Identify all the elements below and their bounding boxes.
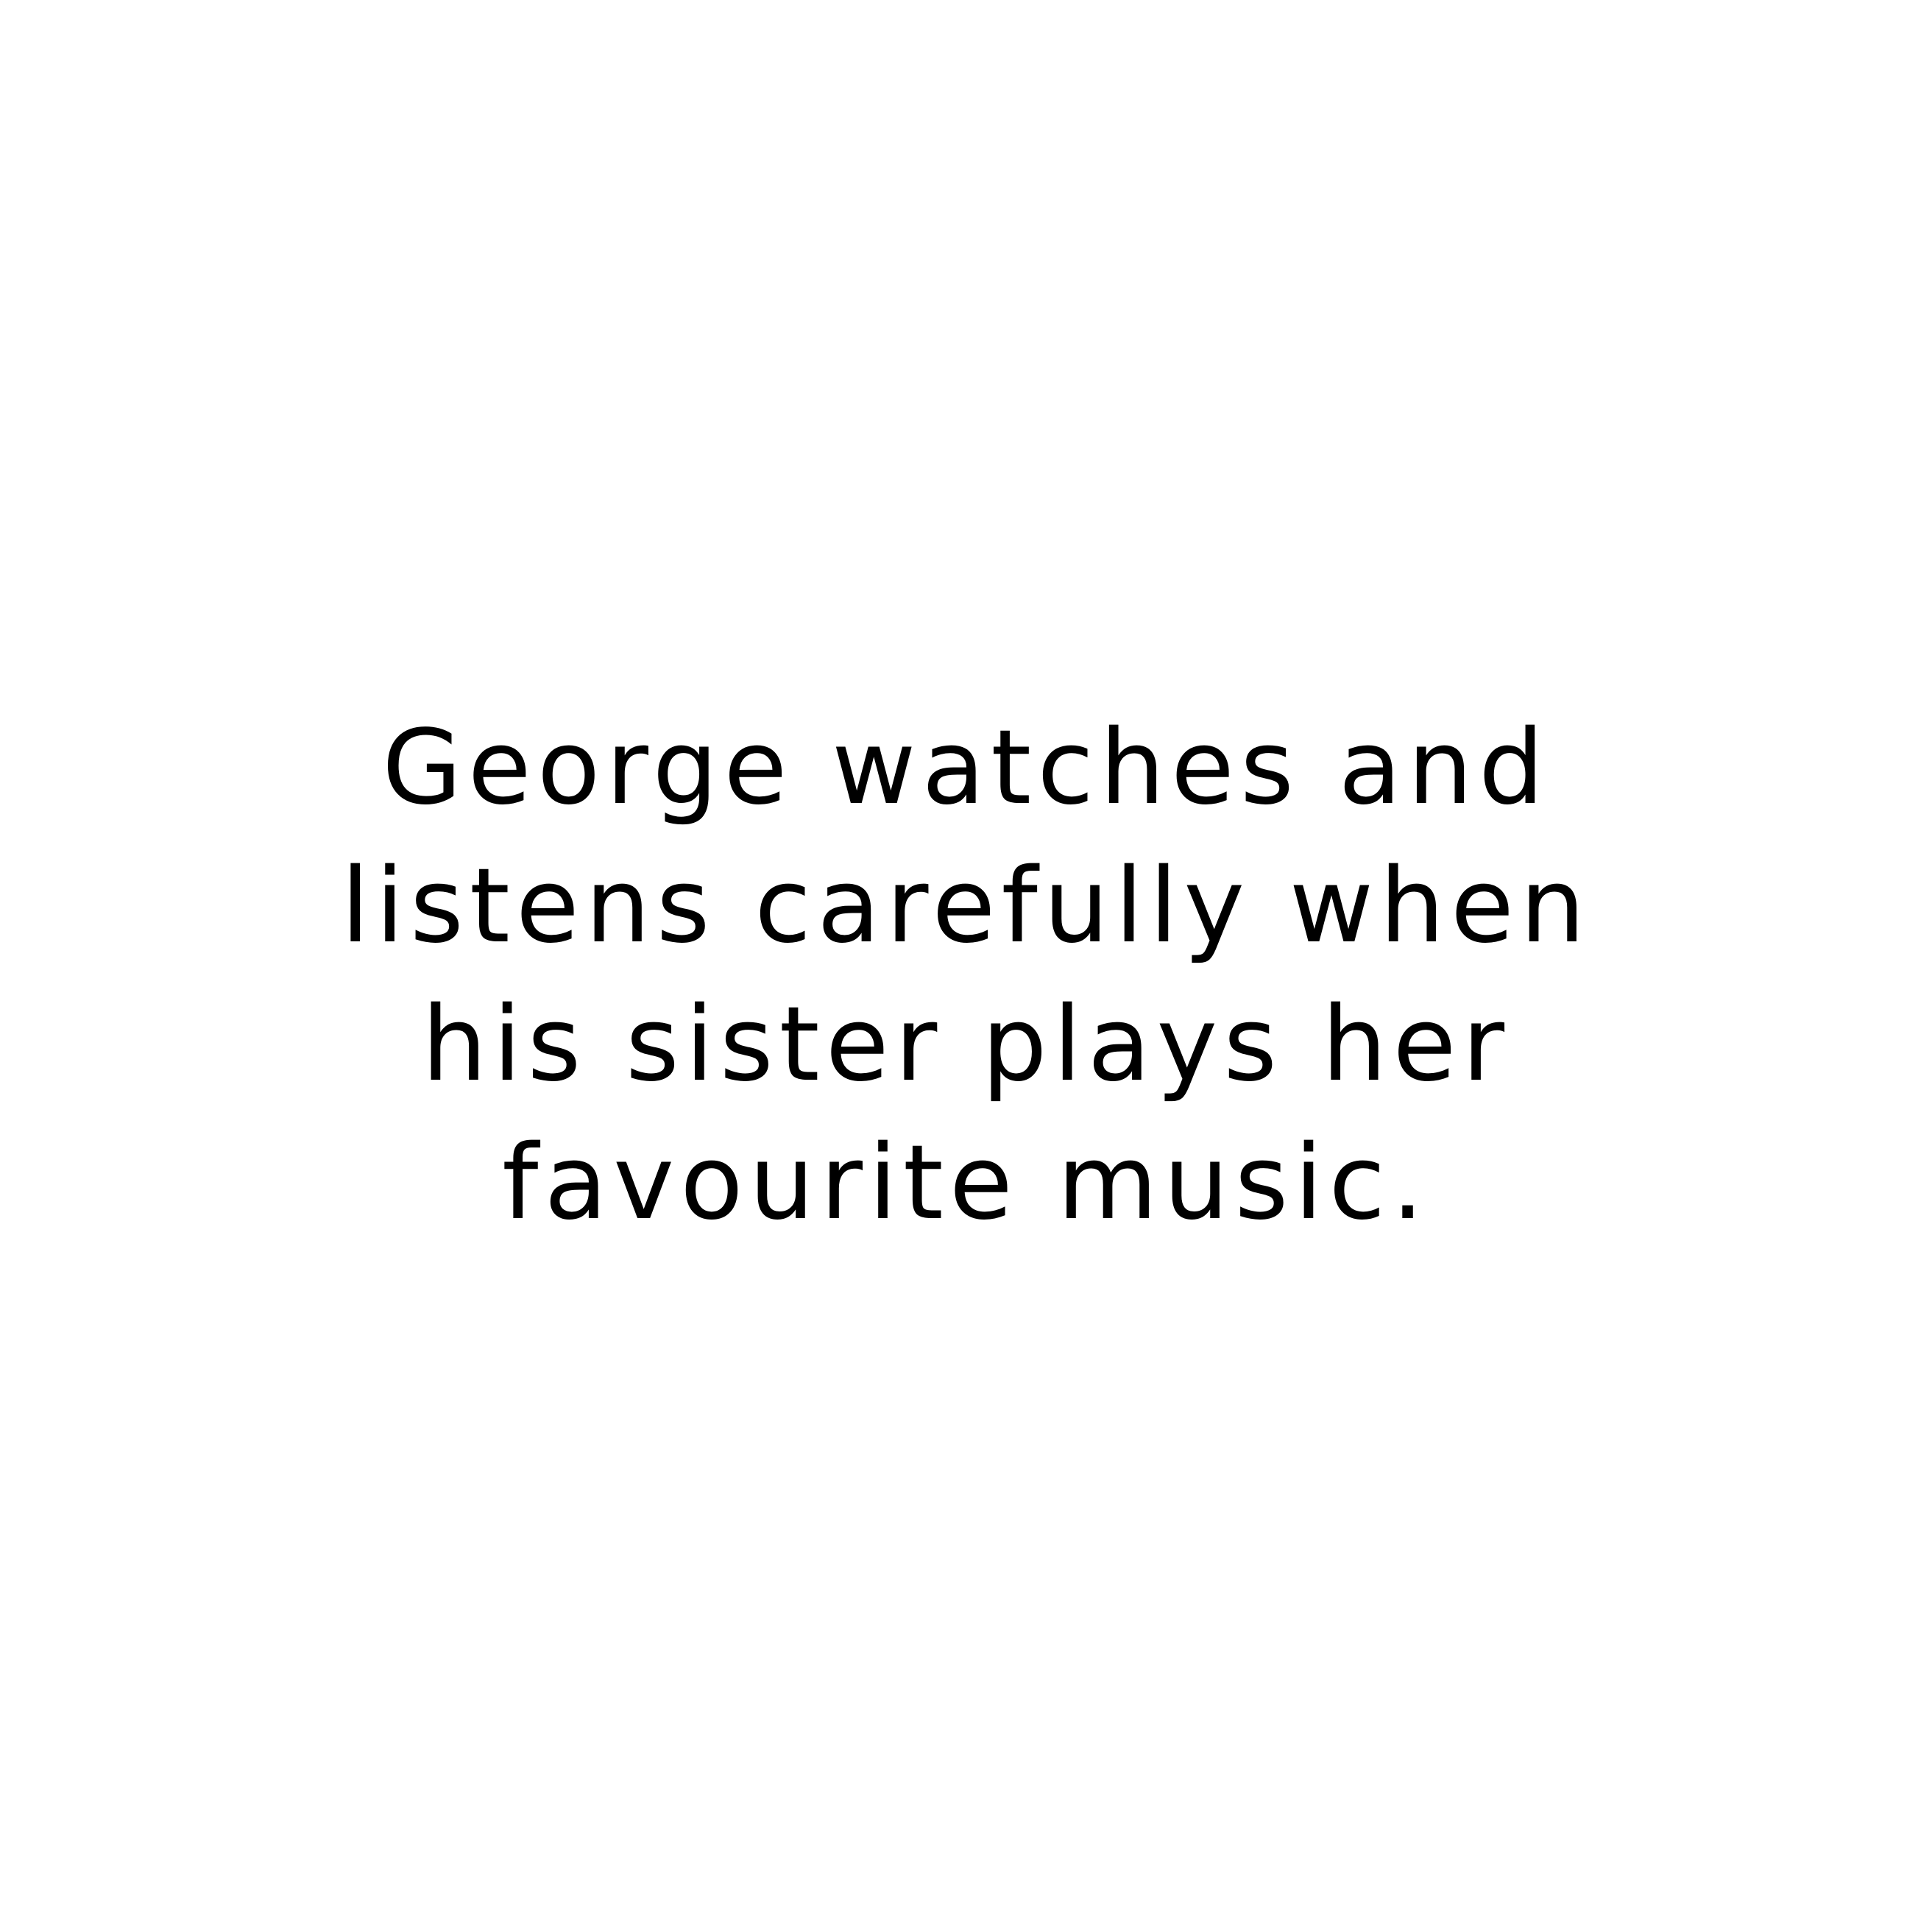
text-line-4: favourite music.	[502, 1123, 1430, 1243]
text-line-3: his sister plays her	[421, 985, 1511, 1105]
text-line-2: listens carefully when	[341, 846, 1591, 966]
text-line-1: George watches and	[382, 708, 1550, 828]
story-text	[0, 699, 1932, 1253]
